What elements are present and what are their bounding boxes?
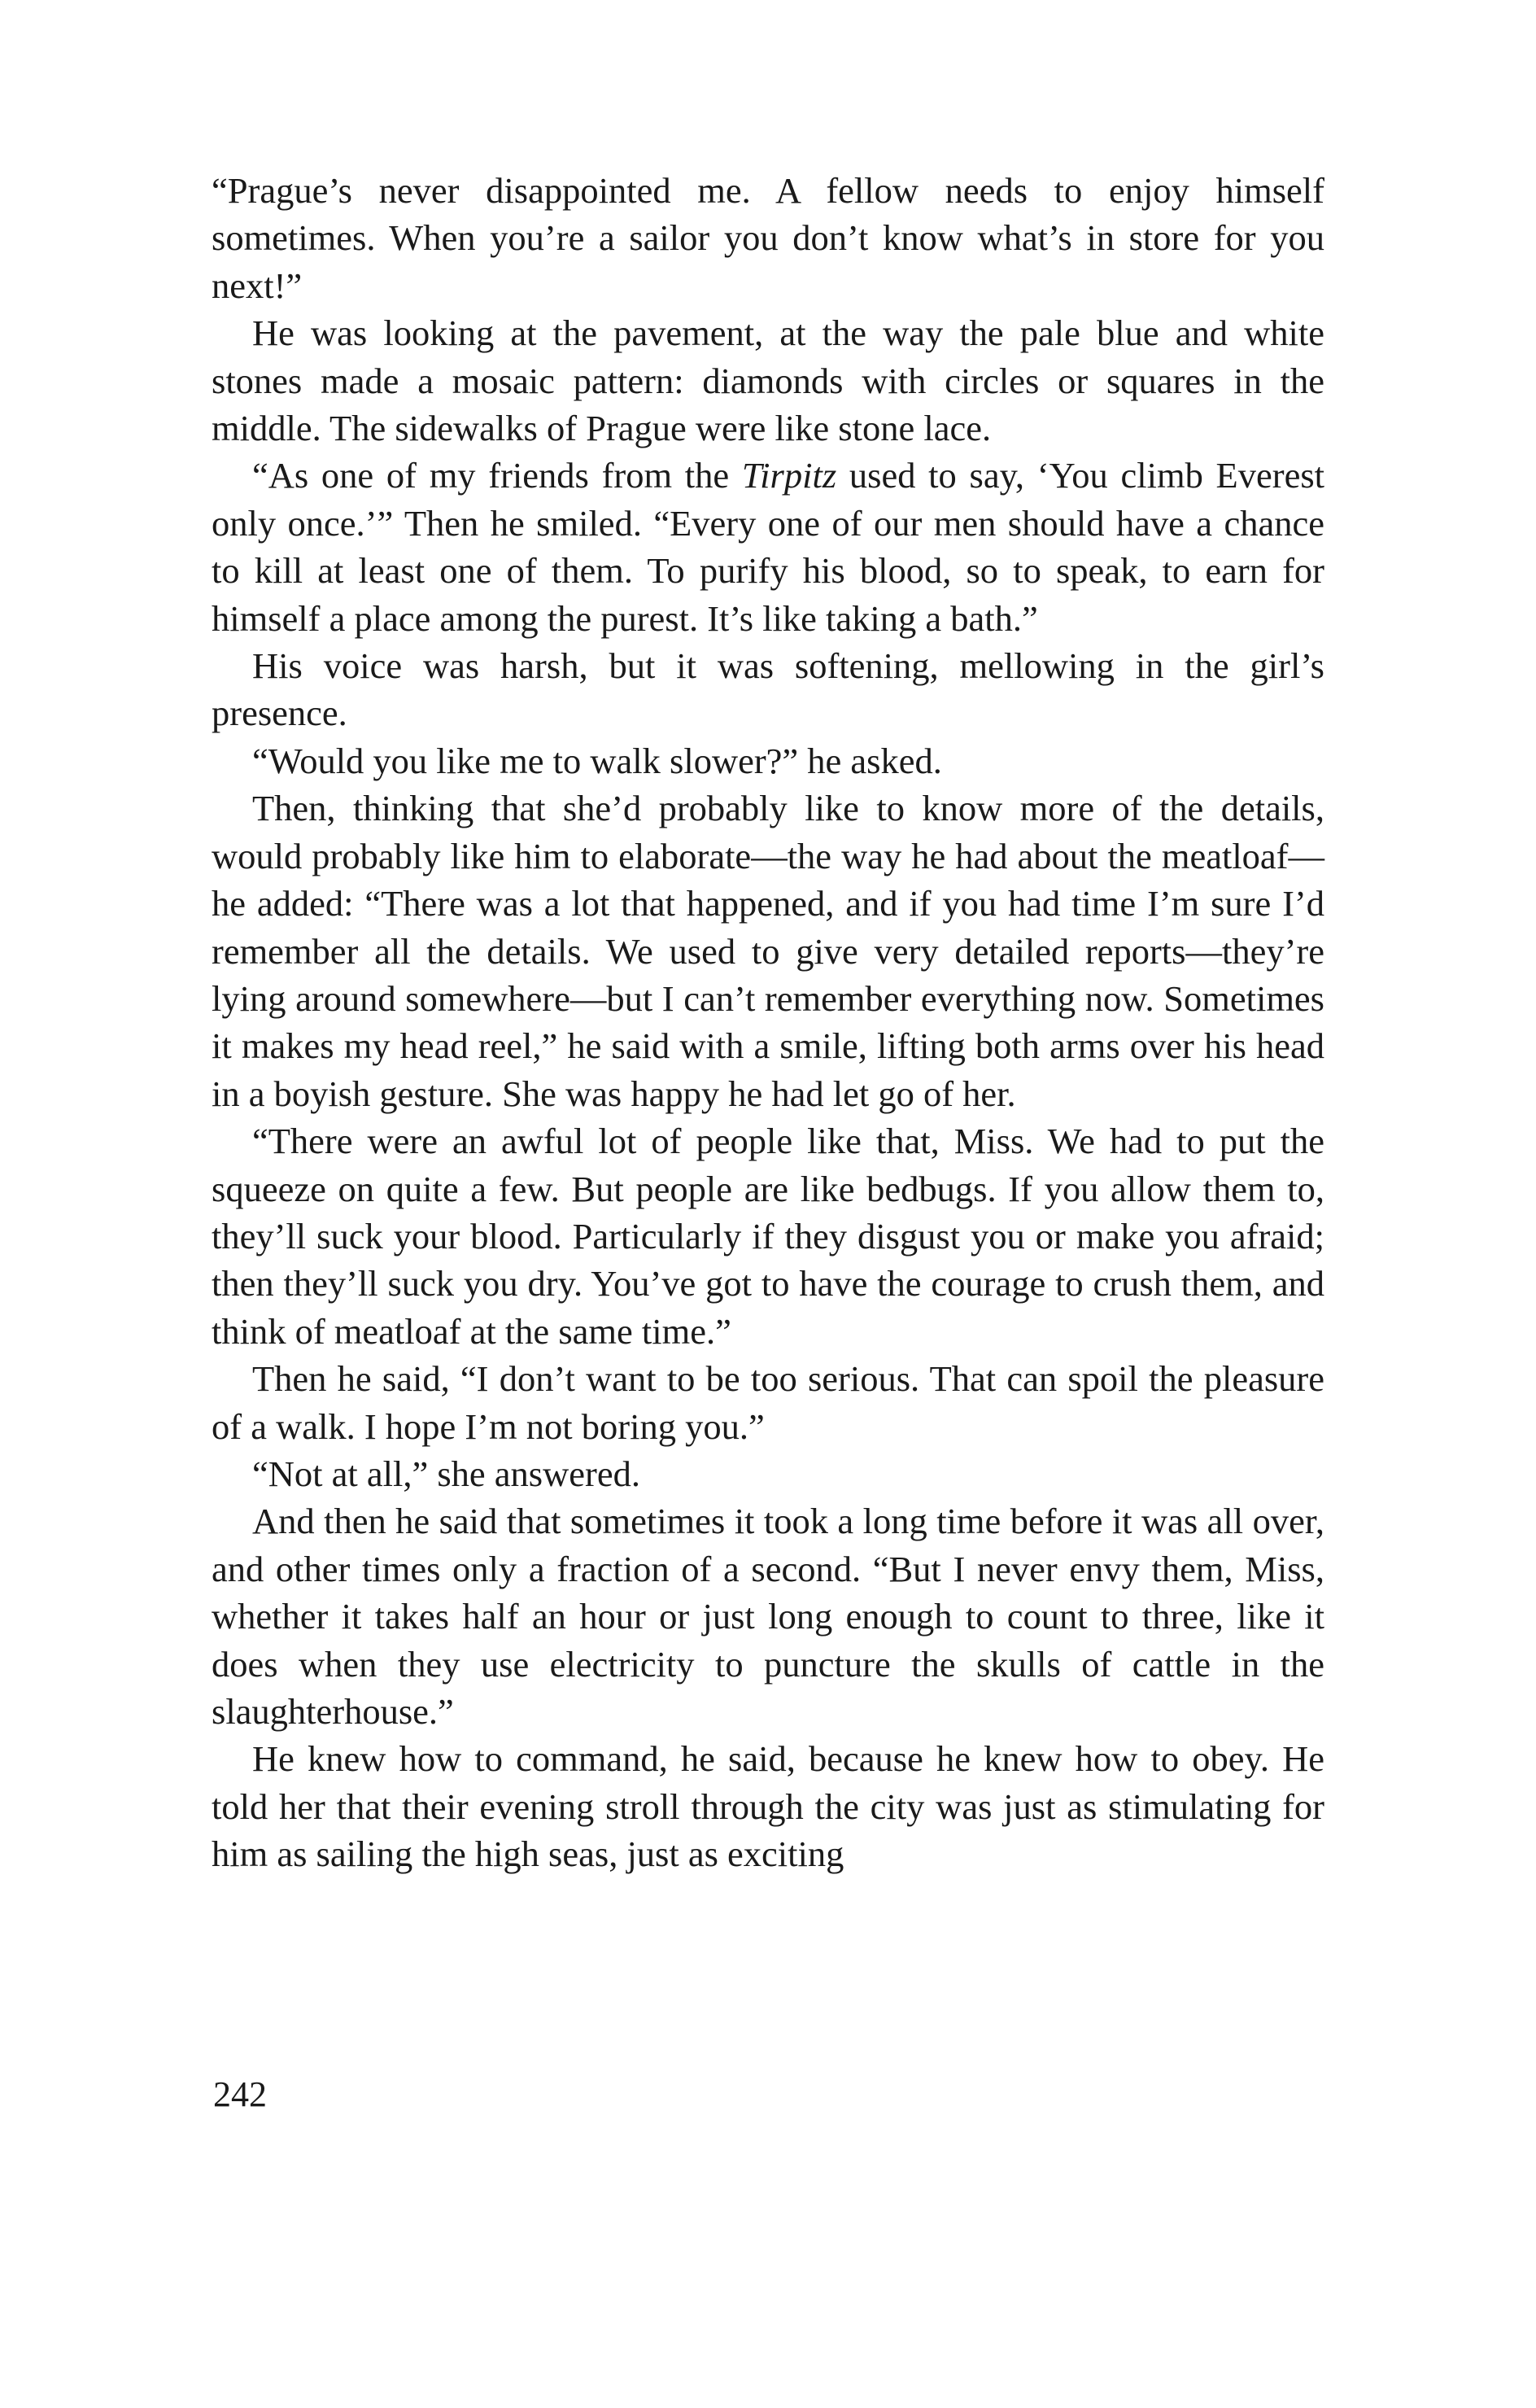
body-text — [212, 167, 1324, 1878]
paragraph-10: And then he said that sometimes it took a long time before it was all over, and other times only a fraction of a second. “But I never envy them, Miss, whether it takes half an hour or just long enough to count to three, like it does when they use electricity to puncture the skulls of cattle in the slaughterhouse.” — [212, 1501, 1324, 1732]
paragraph-2: He was looking at the pavement, at the way the pale blue and white stones made a mosaic pattern: diamonds with circles or squares in the middle. The sidewalks of Prague were like stone lace. — [212, 312, 1324, 449]
paragraph-1: “Prague’s never disappointed me. A fellow needs to enjoy himself sometimes. When you’re a sailor you don’t know what’s in store for you next!” — [212, 170, 1324, 306]
paragraph-11: He knew how to command, he said, because he knew how to obey. He told her that their evening stroll through the city was just as stimulating for him as sailing the high seas, just as exciting — [212, 1738, 1324, 1875]
paragraph-7: “There were an awful lot of people like that, Miss. We had to put the squeeze on quite a few. But people are like bedbugs. If you allow them to, they’ll suck your blood. Particularly if they disgust you or make you afraid; then they’ll suck you dry. You’ve got to have the courage to crush them, and think of meatloaf at the same time.” — [212, 1121, 1324, 1352]
ship-name: Tirpitz — [741, 455, 837, 496]
paragraph-6: Then, thinking that she’d probably like to know more of the details, would probably like him to elaborate—the way he had about the meatloaf—he added: “There was a lot that happened, and if you had time I’m sure I’d remember all the details. We used to give very detailed reports—they’re lying around somewhere—but I can’t remember everything now. Sometimes it makes my head reel,” he said with a smile, lifting both arms over his head in a boyish gesture. She was happy he had let go of her. — [212, 788, 1324, 1114]
paragraph-9: “Not at all,” she answered. — [252, 1453, 640, 1494]
paragraph-4: His voice was harsh, but it was softening, mellowing in the girl’s presence. — [212, 645, 1324, 734]
paragraph-8: Then he said, “I don’t want to be too serious. That can spoil the pleasure of a walk. I hope I’m not boring you.” — [212, 1358, 1324, 1447]
paragraph-5: “Would you like me to walk slower?” he asked. — [252, 740, 942, 781]
paragraph-3: “As one of my friends from the Tirpitz used to say, ‘You climb Everest only once.’” Then he smiled. “Every one of our men should have a chance to kill at least one of them. To purify his blood, so to speak, to earn for himself a place among the purest. It’s like taking a bath.” — [212, 455, 1324, 639]
page-number: 242 — [213, 2074, 267, 2114]
